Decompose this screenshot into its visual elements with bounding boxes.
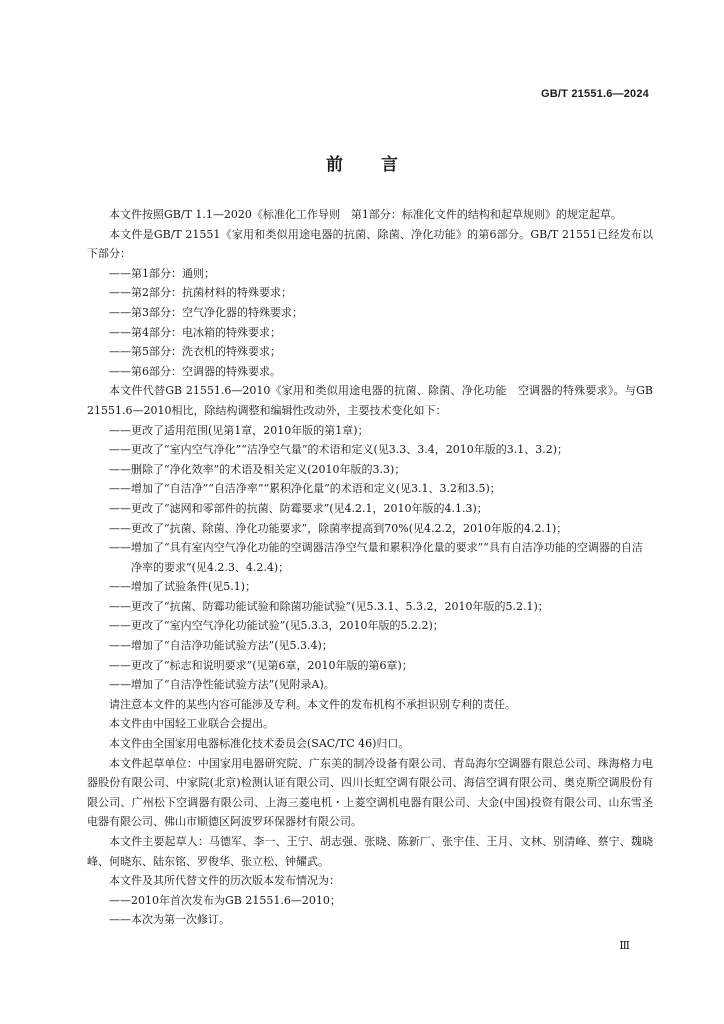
list-item: ——第2部分：抗菌材料的特殊要求； (109, 286, 292, 300)
paragraph-patent-notice: 请注意本文件的某些内容可能涉及专利。本文件的发布机构不承担识别专利的责任。 (109, 697, 516, 711)
list-item: ——第5部分：洗衣机的特殊要求； (109, 345, 281, 359)
paragraph-drafting-rules: 本文件按照GB/T 1.1—2020《标准化工作导则 第1部分：标准化文件的结构和起草规则》的规定起草。 (109, 208, 622, 221)
list-item: ——第6部分：空调器的特殊要求。 (109, 364, 281, 378)
paragraph-series-intro: 本文件是GB/T 21551《家用和类似用途电器的抗菌、除菌、净化功能》的第6部分。GB/T 21551已经发布以下部分： (87, 227, 653, 261)
paragraph-history-intro: 本文件及其所代替文件的历次版本发布情况为： (109, 874, 340, 888)
list-item: ——增加了“自洁净功能试验方法”(见5.3.4)； (109, 639, 333, 653)
paragraph-drafters: 本文件主要起草人：马德军、李一、王宁、胡志强、张晓、陈新厂、张宇佳、王月、文林、别清峰、蔡宁、魏晓峰、何晓东、陆东铭、罗俊华、张立松、钟耀武。 (87, 835, 653, 868)
changes-list (87, 421, 653, 695)
list-item: ——第3部分：空气净化器的特殊要求； (109, 305, 303, 319)
list-item: ——第4部分：电冰箱的特殊要求； (109, 325, 281, 339)
paragraph-replaces: 本文件代替GB 21551.6—2010《家用和类似用途电器的抗菌、除菌、净化功能 空调器的特殊要求》。与GB 21551.6—2010相比，除结构调整和编辑性改动外，主要技术变化如下： (87, 384, 653, 417)
list-item: ——增加了试验条件(见5.1)； (109, 580, 257, 594)
title-char: 前 (326, 155, 343, 175)
page-title (0, 150, 724, 175)
paragraph-proposer: 本文件由中国轻工业联合会提出。 (109, 717, 274, 731)
list-item: ——更改了适用范围(见第1章，2010年版的第1章)； (109, 423, 369, 437)
list-item: ——更改了“滤网和零部件的抗菌、防霉要求”(见4.2.1，2010年版的4.1.3)； (109, 501, 488, 515)
parts-list (87, 264, 653, 382)
list-item: ——更改了“室内空气净化功能试验”(见5.3.3，2010年版的5.2.2)； (109, 619, 444, 633)
list-item: ——更改了“抗菌、除菌、净化功能要求”，除菌率提高到70%(见4.2.2，2010年版的4.2.1)； (109, 521, 568, 535)
list-item: ——第1部分：通则； (109, 266, 215, 280)
paragraph-drafting-units: 本文件起草单位：中国家用电器研究院、广东美的制冷设备有限公司、青岛海尔空调器有限总公司、珠海格力电器股份有限公司、中家院(北京)检测认证有限公司、四川长虹空调有限公司、海信空调有限公司、奥克斯空调股份有限公司、广州松下空调器有限公司、上海三菱电机・上菱空调机电器有限公司、大金(中国)投资有限公司、山东雪圣电器有限公司、佛山市顺德区阿波罗环保器材有限公司。 (87, 756, 653, 829)
title-char: 言 (381, 155, 398, 175)
list-item: ——增加了“自洁净性能试验方法”(见附录A)。 (109, 678, 335, 692)
list-item: ——增加了“具有室内空气净化功能的空调器洁净空气量和累积净化量的要求”“具有自洁净功能的空调器的自洁净率的要求”(见4.2.3、4.2.4)； (109, 541, 643, 574)
history-list (87, 891, 653, 930)
list-item: ——本次为第一次修订。 (109, 913, 230, 927)
list-item: ——增加了“自洁净”“自洁净率”“累积净化量”的术语和定义(见3.1、3.2和3.5)； (109, 482, 501, 496)
list-item: ——更改了“室内空气净化”“洁净空气量”的术语和定义(见3.3、3.4，2010年版的3.1、3.2)； (109, 443, 569, 457)
standard-code: GB/T 21551.6—2024 (541, 88, 649, 100)
page-number: Ⅲ (619, 939, 630, 952)
list-item: ——更改了“标志和说明要求”(见第6章，2010年版的第6章)； (109, 658, 413, 672)
list-item: ——更改了“抗菌、防霉功能试验和除菌功能试验”(见5.3.1、5.3.2，2010年版的5.2.1)； (109, 599, 549, 613)
list-item: ——2010年首次发布为GB 21551.6—2010； (109, 893, 341, 907)
foreword-body (87, 205, 653, 930)
paragraph-committee: 本文件由全国家用电器标准化技术委员会(SAC/TC 46)归口。 (109, 737, 410, 751)
list-item: ——删除了“净化效率”的术语及相关定义(2010年版的3.3)； (109, 462, 406, 476)
